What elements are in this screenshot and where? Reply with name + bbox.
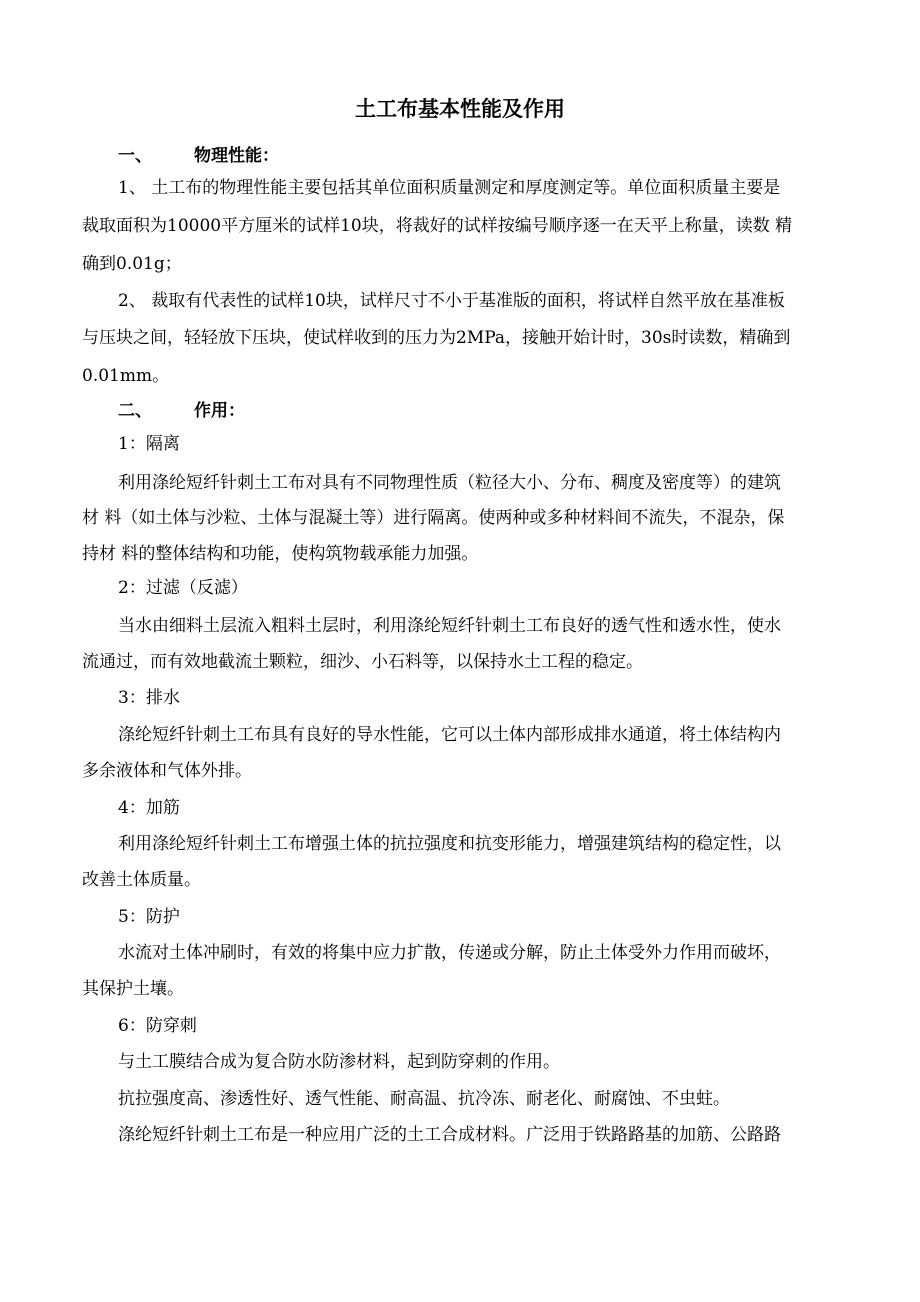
paragraph-line: 当水由细料土层流入粗料土层时，利用涤纶短纤针刺土工布良好的透气性和透水性，使水 (118, 616, 781, 636)
item-label-protection: 5：防护 (118, 907, 180, 927)
section-heading-physical (118, 144, 279, 168)
item-label-reinforcement: 4：加筋 (118, 798, 180, 818)
paragraph-line: 确到0.01g； (82, 254, 182, 274)
paragraph-line: 抗拉强度高、渗透性好、透气性能、耐高温、抗冷冻、耐老化、耐腐蚀、不虫蛀。 (118, 1089, 730, 1109)
paragraph-line: 流通过，而有效地截流土颗粒，细沙、小石料等，以保持水土工程的稳定。 (82, 652, 643, 672)
paragraph-line: 利用涤纶短纤针刺土工布增强土体的抗拉强度和抗变形能力，增强建筑结构的稳定性，以 (118, 834, 781, 854)
paragraph-line: 材 料（如土体与沙粒、土体与混凝土等）进行隔离。使两种或多种材料间不流失，不混杂，保 (82, 508, 785, 528)
section-number: 一、 (118, 146, 152, 166)
section-title: 作用： (194, 401, 245, 421)
paragraph-line: 与压块之间，轻轻放下压块，使试样收到的压力为2MPa，接触开始计时，30s时读数，精确到 (82, 328, 791, 348)
paragraph-line: 涤纶短纤针刺土工布具有良好的导水性能，它可以土体内部形成排水通道，将土体结构内 (118, 725, 781, 745)
paragraph-line: 0.01mm。 (82, 366, 170, 386)
item-label-isolation: 1：隔离 (118, 434, 180, 454)
paragraph-line: 水流对土体冲刷时，有效的将集中应力扩散，传递或分解，防止土体受外力作用而破坏， (118, 943, 781, 963)
paragraph-line: 持材 料的整体结构和功能，使构筑物载承能力加强。 (82, 544, 479, 564)
section-title: 物理性能： (194, 146, 279, 166)
item-label-puncture: 6：防穿刺 (118, 1016, 197, 1036)
paragraph-line: 1、 土工布的物理性能主要包括其单位面积质量测定和厚度测定等。单位面积质量主要是 (118, 178, 781, 198)
paragraph-line: 2、 裁取有代表性的试样10块，试样尺寸不小于基准版的面积，将试样自然平放在基准板 (118, 291, 785, 311)
item-label-filtration: 2：过滤（反滤） (118, 578, 248, 598)
paragraph-line: 改善土体质量。 (82, 870, 201, 890)
paragraph-line: 涤纶短纤针刺土工布是一种应用广泛的土工合成材料。广泛用于铁路路基的加筋、公路路 (118, 1125, 781, 1145)
paragraph-line: 利用涤纶短纤针刺土工布对具有不同物理性质（粒径大小、分布、稠度及密度等）的建筑 (118, 473, 781, 493)
paragraph-line: 其保护土壤。 (82, 979, 184, 999)
item-label-drainage: 3：排水 (118, 688, 180, 708)
section-heading-functions (118, 399, 245, 423)
page-title: 土工布基本性能及作用 (355, 97, 565, 121)
paragraph-line: 多余液体和气体外排。 (82, 761, 252, 781)
paragraph-line: 裁取面积为10000平方厘米的试样10块，将裁好的试样按编号顺序逐一在天平上称量，读数 精 (82, 216, 793, 236)
paragraph-line: 与土工膜结合成为复合防水防渗材料，起到防穿刺的作用。 (118, 1052, 560, 1072)
section-number: 二、 (118, 401, 152, 421)
